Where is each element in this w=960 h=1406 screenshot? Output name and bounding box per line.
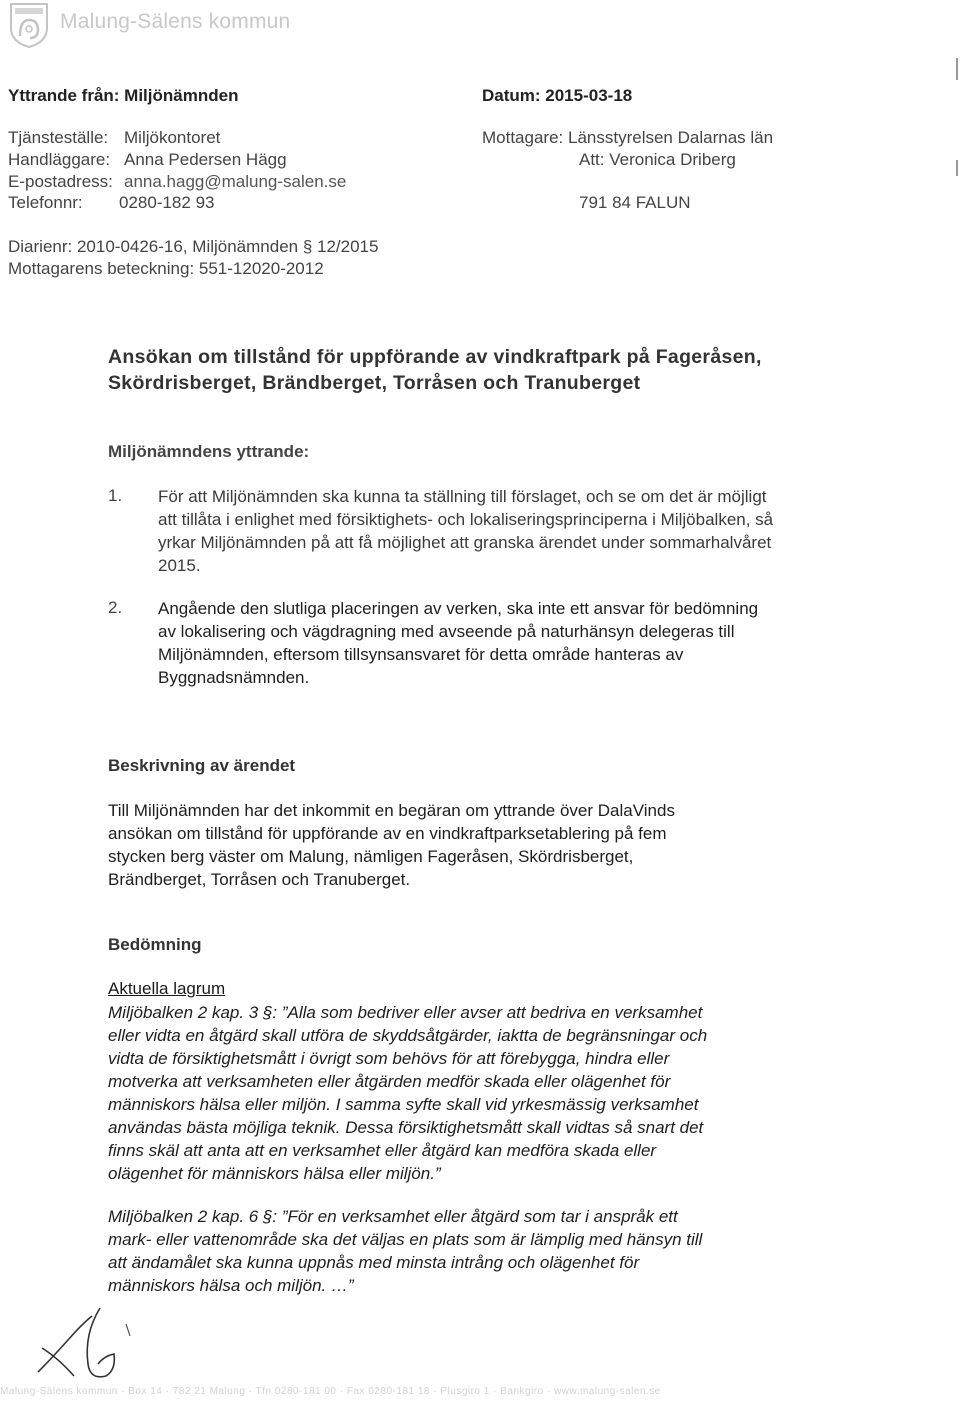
- page-footer: Malung-Sälens kommun · Box 14 · 782 21 Malung · Tfn 0280-181 00 · Fax 0280-181 18 · Plusgiro 1 · Bankgiro · www.malung-salen.se: [0, 1386, 661, 1397]
- yttrande-heading: Miljönämndens yttrande:: [108, 442, 310, 461]
- bedomning-heading: Bedömning: [108, 935, 202, 954]
- aktuella-lagrum-subheading: Aktuella lagrum: [108, 979, 226, 998]
- text-line: Miljöbalken 2 kap. 3 §: ”Alla som bedriver eller avser att bedriva en verksamhet: [108, 1003, 703, 1022]
- text-line: vidta de försiktighetsmått i övrigt som behövs för att förebygga, hindra eller: [108, 1049, 670, 1068]
- text-line: yrkar Miljönämnden på att få möjlighet att granska ärendet under sommarhalvåret: [158, 533, 772, 552]
- sender-epost: [8, 172, 346, 192]
- recipient-att: Att: Veronica Driberg: [579, 150, 736, 169]
- text-line: att ändamålet ska kunna uppnås med minsta intrång och olägenhet för: [108, 1253, 640, 1272]
- text-line: mark- eller vattenområde ska det väljas en plats som är lämplig med hänsyn till: [108, 1230, 703, 1249]
- yttrande-item-2: [158, 597, 758, 689]
- epost-value[interactable]: anna.hagg@malung-salen.se: [124, 172, 347, 191]
- item2-number: 2.: [108, 598, 123, 617]
- text-line: 2015.: [158, 556, 201, 575]
- handlaggare-value: Anna Pedersen Hägg: [124, 150, 287, 169]
- text-line: Miljöbalken 2 kap. 6 §: ”För en verksamhet eller åtgärd som tar i anspråk ett: [108, 1207, 678, 1226]
- text-line: användas bästa möjliga teknik. Dessa försiktighetsmått skall vidtas så snart det: [108, 1118, 704, 1137]
- beskrivning-heading: Beskrivning av ärendet: [108, 756, 296, 775]
- sender-telefon: [8, 193, 214, 213]
- title-line: Ansökan om tillstånd för uppförande av vindkraftpark på Fageråsen,: [108, 346, 762, 368]
- org-name: Malung-Sälens kommun: [60, 10, 291, 33]
- text-line: Miljönämnden, eftersom tillsynsansvaret för detta område hanteras av: [158, 645, 684, 664]
- text-line: människors hälsa och miljön. …”: [108, 1276, 354, 1295]
- text-line: av lokalisering och vägdragning med avseende på naturhänsyn delegeras till: [158, 622, 735, 641]
- telefon-label: Telefonnr:: [8, 193, 83, 212]
- document-title: [108, 344, 762, 396]
- scan-mark: [956, 58, 958, 80]
- yttrande-item-1: [158, 485, 773, 577]
- lagrum-quote-1: [108, 1001, 707, 1185]
- text-line: stycken berg väster om Malung, nämligen Fageråsen, Skördrisberget,: [108, 847, 634, 866]
- sender-tjanstestalle: [8, 128, 220, 148]
- text-line: olägenhet för människors hälsa eller miljön.”: [108, 1164, 441, 1183]
- date-label: Datum: 2015-03-18: [482, 86, 633, 105]
- recipient-address: 791 84 FALUN: [579, 193, 691, 212]
- text-line: eller vidta en åtgärd skall utföra de skyddsåtgärder, iaktta de begränsningar och: [108, 1026, 708, 1045]
- text-line: För att Miljönämnden ska kunna ta ställning till förslaget, och se om det är möjligt: [158, 487, 767, 506]
- item1-number: 1.: [108, 486, 123, 505]
- text-line: Brändberget, Torråsen och Tranuberget.: [108, 870, 411, 889]
- text-line: människors hälsa eller miljön. I samma syfte skall vid yrkesmässig verksamhet: [108, 1095, 699, 1114]
- tjanstestalle-value: Miljökontoret: [124, 128, 221, 147]
- text-line: Angående den slutliga placeringen av verken, ska inte ett ansvar för bedömning: [158, 599, 759, 618]
- diarienr: Diarienr: 2010-0426-16, Miljönämnden § 12/2015: [8, 237, 379, 256]
- tjanstestalle-label: Tjänsteställe:: [8, 128, 109, 147]
- mottagare-label: Mottagare:: [482, 128, 564, 147]
- text-line: motverka att verksamheten eller åtgärden medför skada eller olägenhet för: [108, 1072, 671, 1091]
- telefon-value: 0280-182 93: [119, 193, 215, 212]
- epost-label: E-postadress:: [8, 172, 113, 191]
- sender-handlaggare: [8, 150, 287, 170]
- text-line: ansökan om tillstånd för uppförande av en vindkraftparksetablering på fem: [108, 824, 667, 843]
- handlaggare-label: Handläggare:: [8, 150, 111, 169]
- title-line: Skördrisberget, Brändberget, Torråsen och Tranuberget: [108, 372, 641, 394]
- text-line: Byggnadsnämnden.: [158, 668, 310, 687]
- handwritten-initials: [30, 1300, 140, 1390]
- mottagarens-beteckning: Mottagarens beteckning: 551-12020-2012: [8, 259, 324, 278]
- from-label: Yttrande från: Miljönämnden: [8, 86, 239, 105]
- recipient-mottagare: [482, 128, 773, 148]
- text-line: finns skäl att anta att en verksamhet eller åtgärd kan medföra skada eller: [108, 1141, 657, 1160]
- mottagare-value: Länsstyrelsen Dalarnas län: [568, 128, 774, 147]
- scan-mark: [956, 160, 958, 176]
- text-line: Till Miljönämnden har det inkommit en begäran om yttrande över DalaVinds: [108, 801, 675, 820]
- municipality-logo: [8, 2, 50, 48]
- text-line: att tillåta i enlighet med försiktighets- och lokaliseringsprinciperna i Miljöbalken, så: [158, 510, 774, 529]
- beskrivning-text: [108, 799, 675, 891]
- lagrum-quote-2: [108, 1205, 702, 1297]
